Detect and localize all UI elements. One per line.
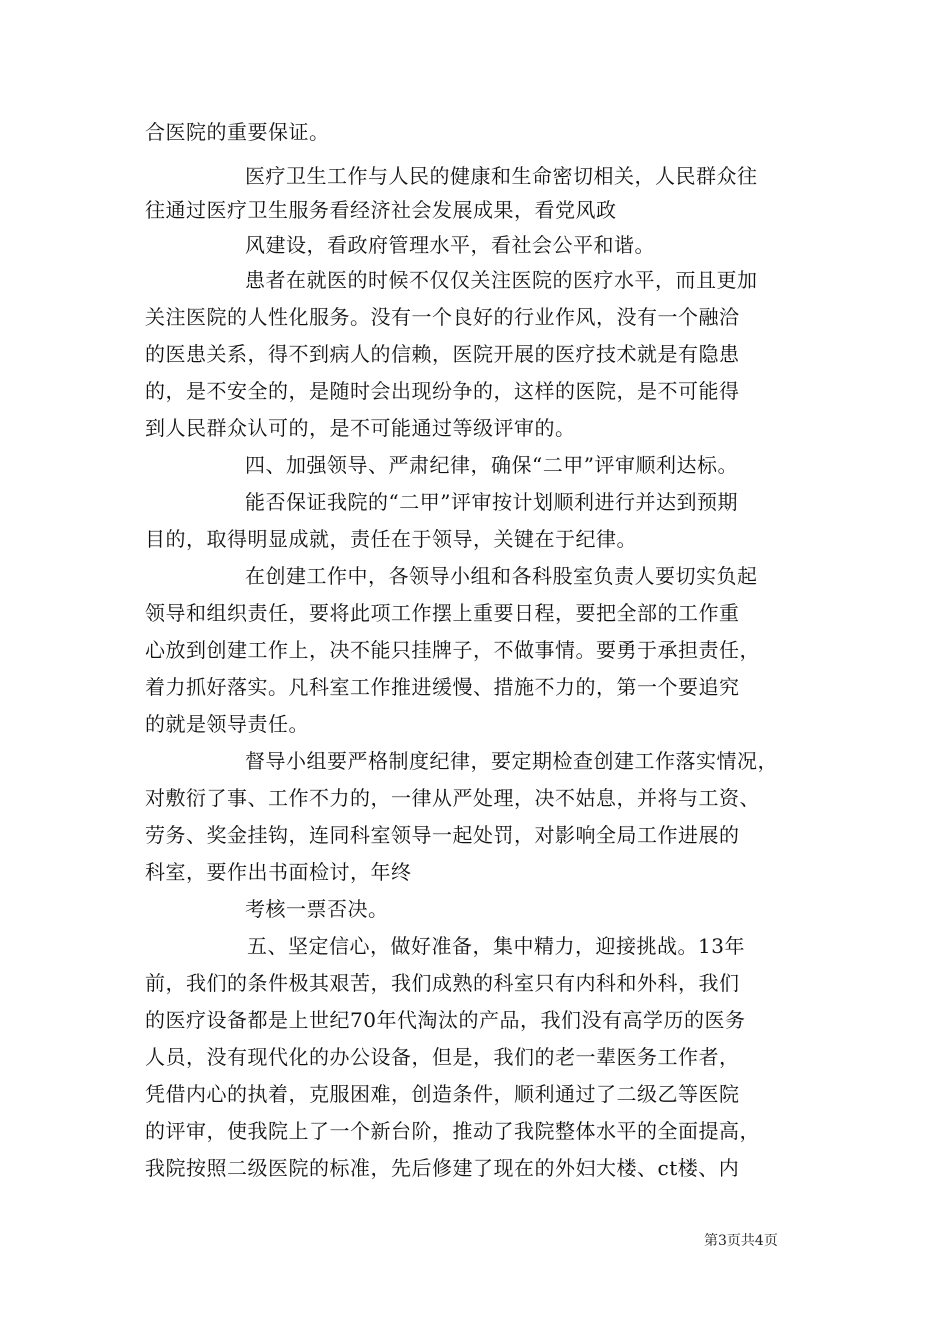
text-line-25: 的医疗设备都是上世纪70年代淘汰的产品，我们没有高学历的医务 [145,1008,746,1032]
text-line-13: 在创建工作中，各领导小组和各科股室负责人要切实负起 [245,564,758,588]
text-line-3: 往通过医疗卫生服务看经济社会发展成果，看党风政 [145,198,617,222]
text-line-7: 的医患关系，得不到病人的信赖，医院开展的医疗技术就是有隐患 [145,342,740,366]
text-line-17: 的就是领导责任。 [145,712,309,736]
text-line-27: 凭借内心的执着，克服困难，创造条件，顺利通过了二级乙等医院 [145,1082,740,1106]
section-heading-4: 四、加强领导、严肃纪律，确保“二甲”评审顺利达标。 [245,453,738,477]
text-line-1: 合医院的重要保证。 [145,120,330,144]
text-line-21: 科室，要作出书面检讨，年终 [145,860,412,884]
text-line-26: 人员，没有现代化的办公设备，但是，我们的老一辈医务工作者， [145,1045,740,1069]
text-line-14: 领导和组织责任，要将此项工作摆上重要日程，要把全部的工作重 [145,601,740,625]
text-line-12: 目的，取得明显成就，责任在于领导，关键在于纪律。 [145,527,637,551]
text-line-22: 考核一票否决。 [245,897,389,921]
text-line-18: 督导小组要严格制度纪律，要定期检查创建工作落实情况， [245,749,778,773]
text-line-28: 的评审，使我院上了一个新台阶，推动了我院整体水平的全面提高， [145,1119,760,1143]
text-line-5: 患者在就医的时候不仅仅关注医院的医疗水平，而且更加 [245,268,758,292]
text-line-19: 对敷衍了事、工作不力的，一律从严处理，决不姑息，并将与工资、 [145,786,760,810]
text-line-20: 劳务、奖金挂钩，连同科室领导一起处罚，对影响全局工作进展的 [145,823,740,847]
section-heading-5: 五、坚定信心，做好准备，集中精力，迎接挑战。13年 [247,934,745,958]
text-line-8: 的，是不安全的，是随时会出现纷争的，这样的医院，是不可能得 [145,379,740,403]
text-line-9: 到人民群众认可的，是不可能通过等级评审的。 [145,416,576,440]
text-line-2: 医疗卫生工作与人民的健康和生命密切相关，人民群众往 [245,164,758,188]
text-line-15: 心放到创建工作上，决不能只挂牌子，不做事情。要勇于承担责任， [145,638,760,662]
text-line-29: 我院按照二级医院的标准，先后修建了现在的外妇大楼、ct楼、内 [145,1156,740,1180]
text-line-4: 风建设，看政府管理水平，看社会公平和谐。 [245,233,655,257]
text-line-6: 关注医院的人性化服务。没有一个良好的行业作风，没有一个融洽 [145,305,740,329]
page-footer: 第3页共4页 [704,1233,778,1249]
text-line-24: 前，我们的条件极其艰苦，我们成熟的科室只有内科和外科，我们 [145,971,740,995]
text-line-16: 着力抓好落实。凡科室工作推进缓慢、措施不力的，第一个要追究 [145,675,740,699]
text-line-11: 能否保证我院的“二甲”评审按计划顺利进行并达到预期 [245,490,738,514]
